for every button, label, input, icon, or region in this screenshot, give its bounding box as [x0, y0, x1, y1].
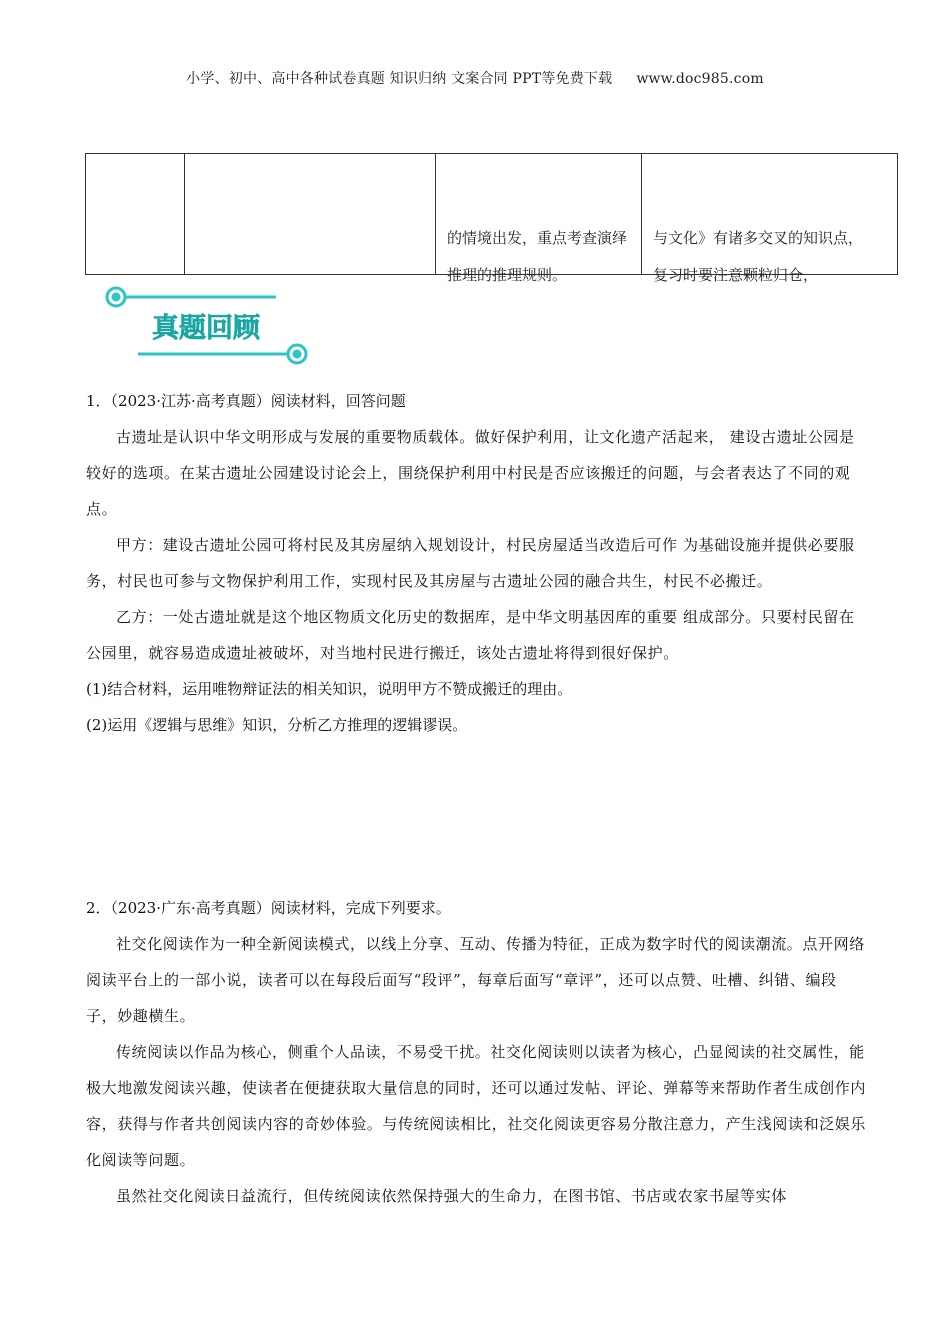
question-1-head: 1．（2023·江苏·高考真题）阅读材料，回答问题	[86, 392, 406, 410]
question-2-para-2: 传统阅读以作品为核心，侧重个人品读，不易受干扰。社交化阅读则以读者为核心，凸显阅读的社交属性，能极大地激发阅读兴趣，使读者在便捷获取大量信息的同时，还可以通过发帖、评论、弹幕等来帮助作者生成创作内容，获得与作者共创阅读内容的奇妙体验。与传统阅读相比，社交化阅读更容易分散注意力，产生浅阅读和泛娱乐化阅读等问题。	[86, 1043, 867, 1169]
table-cell-1	[86, 154, 185, 275]
section-banner	[100, 284, 315, 366]
question-1-para-1: 古遗址是认识中华文明形成与发展的重要物质载体。做好保护利用，让文化遗产活起来， 建设古遗址公园是较好的选项。在某古遗址公园建设讨论会上，围绕保护利用中村民是否应该搬迁的问题，与会者表达了不同的观点。	[86, 428, 855, 518]
table-cell-4-text: 与文化》有诸多交叉的知识点，复习时要注意颗粒归仓，	[653, 229, 864, 284]
question-2-head: 2．（2023·广东·高考真题）阅读材料，完成下列要求。	[86, 899, 451, 917]
header-site: www.doc985.com	[636, 71, 764, 87]
table-cell-2	[185, 154, 436, 275]
banner-title: 真题回顾	[152, 313, 260, 344]
page-header	[0, 68, 950, 88]
table-cell-3	[436, 154, 642, 284]
table-cell-4	[642, 154, 898, 284]
summary-table	[85, 153, 898, 284]
table-cell-3-text: 的情境出发，重点考查演绎推理的推理规则。	[447, 229, 628, 284]
question-1-sub-1: (1)结合材料，运用唯物辩证法的相关知识，说明甲方不赞成搬迁的理由。	[86, 680, 573, 698]
question-1-para-3: 乙方：一处古遗址就是这个地区物质文化历史的数据库，是中华文明基因库的重要 组成部分。只要村民留在公园里，就容易造成遗址被破坏，对当地村民进行搬迁，该处古遗址将得到很好保护。	[86, 608, 855, 662]
question-1	[86, 383, 866, 743]
question-1-para-2: 甲方：建设古遗址公园可将村民及其房屋纳入规划设计，村民房屋适当改造后可作 为基础设施并提供必要服务，村民也可参与文物保护利用工作，实现村民及其房屋与古遗址公园的融合共生，村民不必搬迁。	[86, 536, 855, 590]
question-1-sub-2: (2)运用《逻辑与思维》知识，分析乙方推理的逻辑谬误。	[86, 716, 468, 734]
header-text: 小学、初中、高中各种试卷真题 知识归纳 文案合同 PPT等免费下载	[186, 71, 613, 87]
question-2	[86, 890, 866, 1214]
question-2-para-1: 社交化阅读作为一种全新阅读模式，以线上分享、互动、传播为特征，正成为数字时代的阅读潮流。点开网络阅读平台上的一部小说，读者可以在每段后面写“段评”，每章后面写“章评”，还可以点赞、吐槽、纠错、编段子，妙趣横生。	[86, 935, 865, 1025]
question-2-para-3: 虽然社交化阅读日益流行，但传统阅读依然保持强大的生命力，在图书馆、书店或农家书屋等实体	[116, 1187, 787, 1205]
